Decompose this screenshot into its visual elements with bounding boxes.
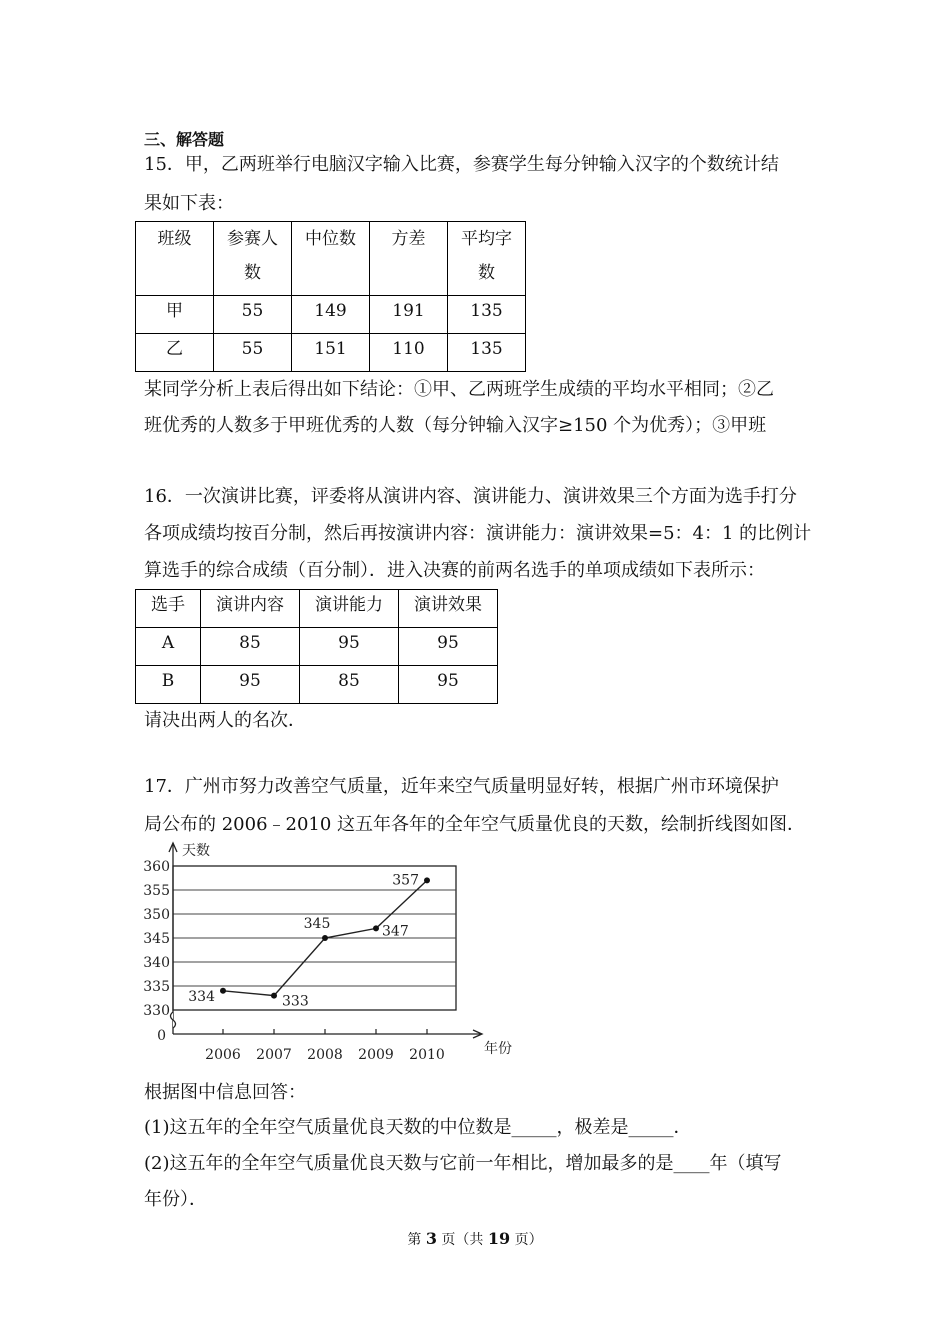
x-tick-label: 2006 xyxy=(205,1047,241,1062)
q15-table xyxy=(135,221,526,372)
q17-subquestion-1: (1)这五年的全年空气质量优良天数的中位数是_____，极差是_____． xyxy=(144,1117,692,1138)
table-row xyxy=(136,666,498,704)
table-cell: 95 xyxy=(300,628,399,666)
table-cell: B xyxy=(136,666,201,704)
table-cell: 135 xyxy=(448,296,526,334)
y-tick-label: 340 xyxy=(143,955,170,971)
section-heading: 三、解答题 xyxy=(144,130,225,149)
footer-text-suffix: 页） xyxy=(510,1232,543,1248)
page-footer xyxy=(0,1229,950,1249)
table-header-cell: 中位数 xyxy=(292,222,370,296)
q15-text-line-2: 果如下表： xyxy=(144,193,234,214)
data-label: 347 xyxy=(382,923,409,940)
data-point xyxy=(322,935,328,941)
table-cell: 191 xyxy=(370,296,448,334)
q16-text-line-1: 16．一次演讲比赛，评委将从演讲内容、演讲能力、演讲效果三个方面为选手打分 xyxy=(144,486,797,507)
y-tick-label: 345 xyxy=(143,931,170,947)
q16-table xyxy=(135,589,498,704)
data-point xyxy=(220,988,226,994)
y-tick-label: 355 xyxy=(143,883,170,899)
table-cell: 95 xyxy=(399,666,498,704)
table-cell: 55 xyxy=(214,296,292,334)
table-cell: A xyxy=(136,628,201,666)
q17-subquestion-2: (2)这五年的全年空气质量优良天数与它前一年相比，增加最多的是____年（填写 xyxy=(144,1153,782,1174)
table-cell: 95 xyxy=(399,628,498,666)
table-cell: 55 xyxy=(214,334,292,372)
x-axis-label: 年份 xyxy=(484,1041,512,1057)
x-tick-label: 2007 xyxy=(256,1047,292,1062)
x-tick-label: 2008 xyxy=(307,1047,343,1062)
footer-text-middle: 页（共 xyxy=(436,1232,488,1248)
data-label: 333 xyxy=(282,993,309,1010)
data-label: 357 xyxy=(392,872,419,889)
table-row xyxy=(136,628,498,666)
data-point xyxy=(271,993,277,999)
q16-text-line-3: 算选手的综合成绩（百分制）．进入决赛的前两名选手的单项成绩如下表所示： xyxy=(144,560,765,581)
y-tick-label: 330 xyxy=(143,1003,170,1019)
table-header-cell: 演讲能力 xyxy=(300,590,399,628)
table-row xyxy=(136,296,526,334)
data-point xyxy=(424,877,430,883)
x-tick-label: 2010 xyxy=(409,1047,445,1062)
table-cell: 甲 xyxy=(136,296,214,334)
q17-subquestion-2-cont: 年份）． xyxy=(144,1189,207,1210)
table-cell: 85 xyxy=(300,666,399,704)
table-header-cell: 选手 xyxy=(136,590,201,628)
data-label: 345 xyxy=(303,916,331,932)
origin-label: 0 xyxy=(157,1028,166,1044)
footer-total-pages: 19 xyxy=(487,1229,511,1248)
y-tick-label: 350 xyxy=(143,907,170,923)
line-chart xyxy=(136,838,526,1062)
axis-break-mark xyxy=(171,1012,176,1028)
footer-text-prefix: 第 xyxy=(407,1232,426,1248)
table-cell: 95 xyxy=(201,666,300,704)
x-tick-label: 2009 xyxy=(358,1047,394,1062)
q17-text-line-1: 17．广州市努力改善空气质量，近年来空气质量明显好转，根据广州市环境保护 xyxy=(144,776,779,797)
table-row xyxy=(136,334,526,372)
q15-conclusion-line-1: 某同学分析上表后得出如下结论：①甲、乙两班学生成绩的平均水平相同；②乙 xyxy=(144,379,774,400)
q16-text-line-2: 各项成绩均按百分制，然后再按演讲内容：演讲能力：演讲效果=5：4：1 的比例计 xyxy=(144,523,812,544)
y-tick-label: 335 xyxy=(143,979,170,995)
data-point xyxy=(373,925,379,931)
y-axis-label: 天数 xyxy=(182,843,210,859)
table-cell: 110 xyxy=(370,334,448,372)
table-header-cell: 演讲内容 xyxy=(201,590,300,628)
table-header-cell: 参赛人 数 xyxy=(214,222,292,296)
table-cell: 149 xyxy=(292,296,370,334)
table-header-row xyxy=(136,590,498,628)
table-cell: 85 xyxy=(201,628,300,666)
q15-conclusion-line-2: 班优秀的人数多于甲班优秀的人数（每分钟输入汉字≥150 个为优秀）；③甲班 xyxy=(144,415,767,436)
table-header-cell: 方差 xyxy=(370,222,448,296)
table-header-cell: 平均字 数 xyxy=(448,222,526,296)
q15-text-line-1: 15．甲，乙两班举行电脑汉字输入比赛，参赛学生每分钟输入汉字的个数统计结 xyxy=(144,154,779,175)
data-label: 334 xyxy=(188,988,215,1005)
q17-prompt: 根据图中信息回答： xyxy=(144,1082,306,1103)
table-header-cell: 演讲效果 xyxy=(399,590,498,628)
table-header-cell: 班级 xyxy=(136,222,214,296)
table-cell: 135 xyxy=(448,334,526,372)
q17-text-line-2: 局公布的 2006﹣2010 这五年各年的全年空气质量优良的天数，绘制折线图如图． xyxy=(144,814,806,835)
table-header-row xyxy=(136,222,526,296)
table-cell: 151 xyxy=(292,334,370,372)
q16-instruction: 请决出两人的名次． xyxy=(144,710,306,731)
footer-page-number: 3 xyxy=(425,1229,437,1248)
y-tick-label: 360 xyxy=(143,859,170,875)
table-cell: 乙 xyxy=(136,334,214,372)
